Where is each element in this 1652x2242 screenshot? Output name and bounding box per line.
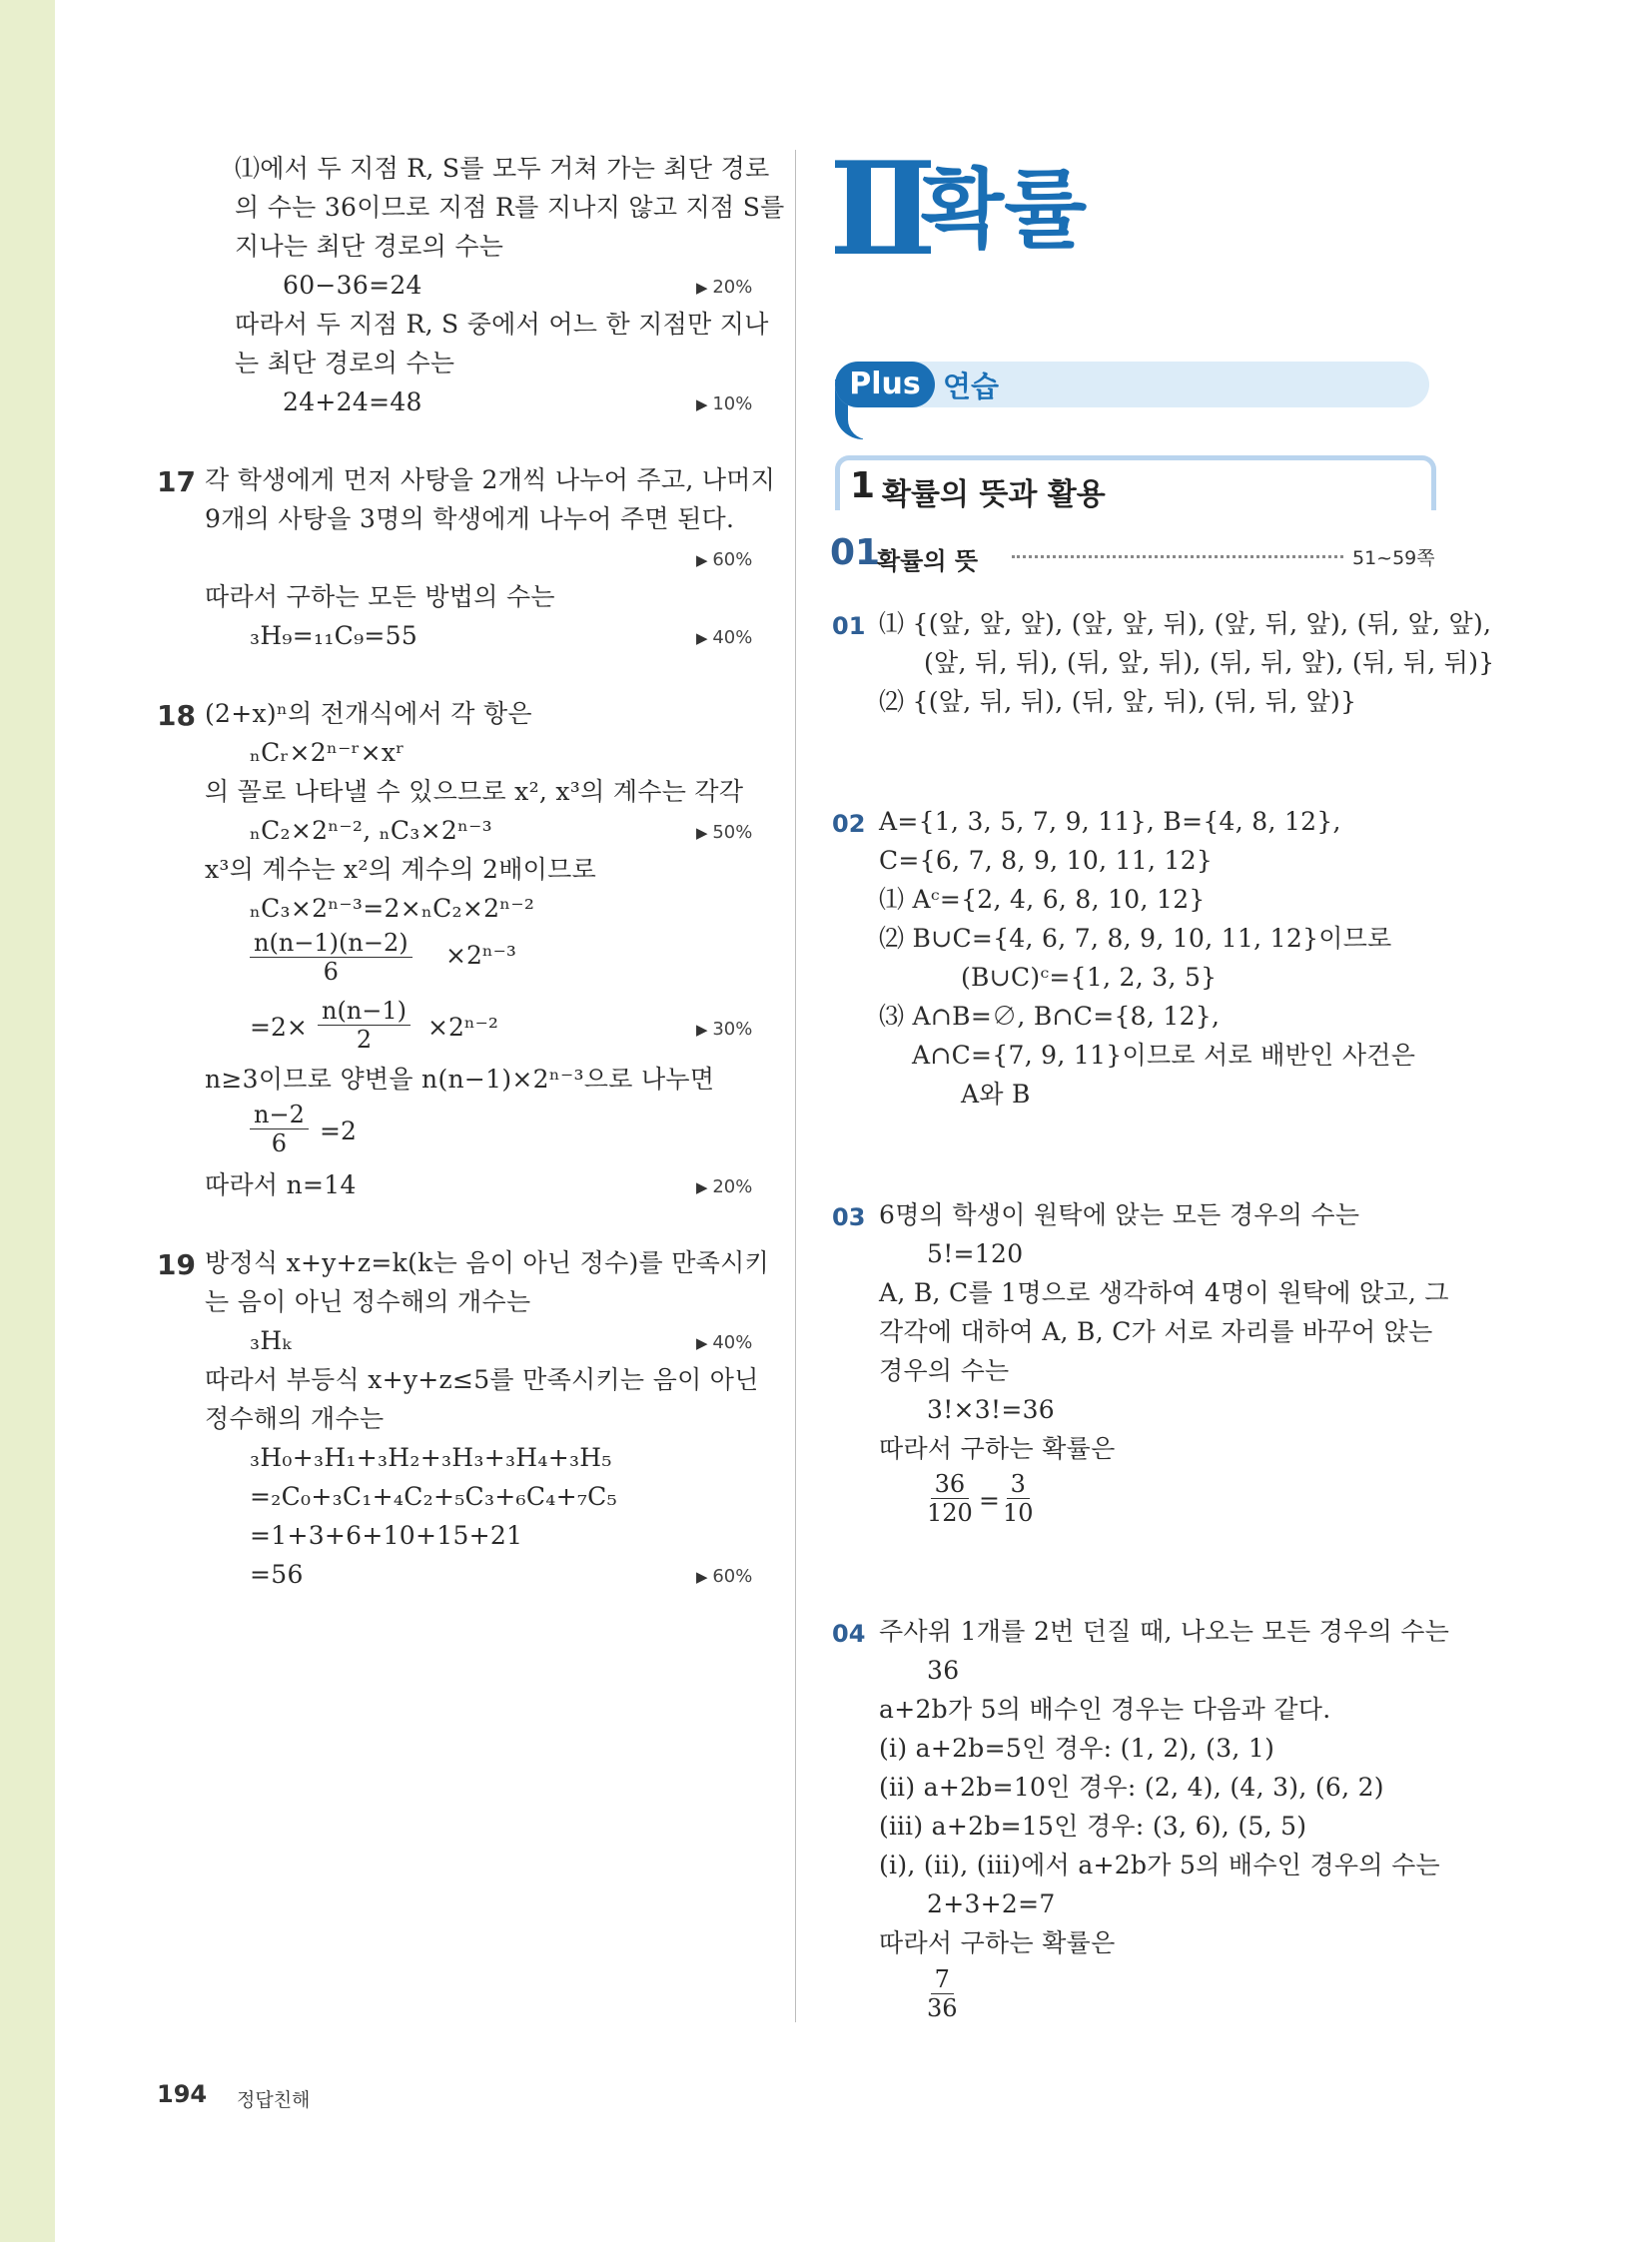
text-line: a+2b가 5의 배수인 경우는 다음과 같다. [879,1695,1331,1724]
text-line: 방정식 x+y+z=k(k는 음이 아닌 정수)를 만족시키 [205,1248,770,1277]
text-line: 9개의 사탕을 3명의 학생에게 나누어 주면 된다. [205,504,735,533]
equation-part: =2× [250,1013,308,1042]
section-title: 확률의 뜻과 활용 [882,477,1106,512]
text-line: ⑵ {(앞, 뒤, 뒤), (뒤, 앞, 뒤), (뒤, 뒤, 앞)} [879,687,1357,716]
equation-line: 3!×3!=36 [927,1395,1056,1424]
answer-number: 04 [832,1620,866,1648]
score-percent: ▶ 20% [696,277,752,298]
answer-number: 01 [832,612,866,640]
fraction [250,929,413,986]
text-line: 따라서 두 지점 R, S 중에서 어느 한 지점만 지나 [235,310,769,339]
text-line: A={1, 3, 5, 7, 9, 11}, B={4, 8, 12}, [879,807,1341,836]
score-percent: ▶ 10% [696,393,752,414]
text-line: (ⅰ) a+2b=5인 경우: (1, 2), (3, 1) [879,1734,1275,1763]
chapter-number: Ⅱ [829,135,929,285]
question-number: 17 [157,465,196,498]
text-line: (앞, 뒤, 뒤), (뒤, 앞, 뒤), (뒤, 뒤, 앞), (뒤, 뒤, 뒤)} [924,648,1495,677]
text-line: 는 최단 경로의 수는 [235,349,455,377]
text-line: 따라서 구하는 확률은 [879,1928,1116,1957]
equation-line: 60−36=24 [283,271,422,300]
equation-line: 36 [927,1656,960,1685]
text-line: ⑶ A∩B=∅, B∩C={8, 12}, [879,1002,1221,1031]
score-percent: ▶ 60% [696,549,752,570]
equation-line: 5!=120 [927,1239,1024,1268]
text-line: 의 꼴로 나타낼 수 있으므로 x², x³의 계수는 각각 [205,777,744,806]
leader-dots [1012,555,1343,558]
side-color-strip [0,0,55,2242]
equation-line: =56 [250,1560,304,1589]
text-line: 따라서 n=14 [205,1170,357,1199]
fraction-denominator: 6 [271,1129,288,1157]
fraction-denominator: 120 [927,1499,973,1527]
equation-line: ₃Hₖ [250,1326,292,1355]
text-line: ⑴에서 두 지점 R, S를 모두 거쳐 가는 최단 경로 [235,154,770,183]
text-line: 6명의 학생이 원탁에 앉는 모든 경우의 수는 [879,1200,1360,1229]
text-line: n≥3이므로 양변을 n(n−1)×2ⁿ⁻³으로 나누면 [205,1065,715,1094]
fraction-denominator: 2 [356,1026,373,1054]
text-line: (ⅰ), (ⅱ), (ⅲ)에서 a+2b가 5의 배수인 경우의 수는 [879,1851,1440,1879]
equation-part: = [979,1486,1000,1515]
book-label: 정답친해 [237,2089,311,2111]
equation-line: ₃H₀+₃H₁+₃H₂+₃H₃+₃H₄+₃H₅ [250,1443,612,1472]
text-line: 경우의 수는 [879,1356,1010,1385]
score-percent: ▶ 60% [696,1566,752,1587]
fraction [927,1470,973,1527]
plus-label: 연습 [943,370,1000,403]
equation-part: ×2ⁿ⁻² [427,1013,498,1042]
equation-line: 24+24=48 [283,387,422,416]
page-range: 51~59쪽 [1352,547,1435,569]
fraction-numerator: 36 [931,1470,970,1499]
fraction-numerator: n(n−1) [318,997,411,1026]
subsection-number: 01 [830,532,881,573]
equation-line: ₙC₂×2ⁿ⁻², ₙC₃×2ⁿ⁻³ [250,816,492,845]
text-line: A, B, C를 1명으로 생각하여 4명이 원탁에 앉고, 그 [879,1278,1449,1307]
equation-line: ₙC₃×2ⁿ⁻³=2×ₙC₂×2ⁿ⁻² [250,894,535,923]
text-line: 정수해의 개수는 [205,1404,385,1433]
equation-line: =1+3+6+10+15+21 [250,1521,523,1550]
text-line: 는 음이 아닌 정수해의 개수는 [205,1287,531,1316]
answer-number: 03 [832,1203,866,1231]
fraction [250,1101,309,1157]
answer-number: 02 [832,810,866,838]
text-line: A와 B [961,1080,1031,1109]
equation-part: ×2ⁿ⁻³ [445,941,516,970]
score-percent: ▶ 50% [696,822,752,843]
text-line: 따라서 부등식 x+y+z≤5를 만족시키는 음이 아닌 [205,1365,759,1394]
question-number: 18 [157,699,196,732]
fraction-denominator: 36 [927,1994,958,2022]
text-line: (ⅱ) a+2b=10인 경우: (2, 4), (4, 3), (6, 2) [879,1773,1384,1802]
text-line: ⑴ {(앞, 앞, 앞), (앞, 앞, 뒤), (앞, 뒤, 앞), (뒤, 앞, 앞), [879,609,1492,638]
plus-badge: Plus [835,362,935,407]
column-divider [795,150,796,2022]
text-line: (ⅲ) a+2b=15인 경우: (3, 6), (5, 5) [879,1812,1307,1841]
score-percent: ▶ 30% [696,1019,752,1040]
text-line: 각 학생에게 먼저 사탕을 2개씩 나누어 주고, 나머지 [205,465,776,494]
text-line: 따라서 구하는 확률은 [879,1434,1116,1463]
equation-part: =2 [320,1117,357,1145]
fraction [1003,1470,1034,1527]
text-line: 주사위 1개를 2번 던질 때, 나오는 모든 경우의 수는 [879,1617,1450,1646]
equation-line: 2+3+2=7 [927,1889,1056,1918]
fraction-numerator: 7 [931,1965,954,1994]
fraction-numerator: n−2 [250,1101,309,1129]
equation-line: =₂C₀+₃C₁+₄C₂+₅C₃+₆C₄+₇C₅ [250,1482,617,1511]
equation-line: ₙCᵣ×2ⁿ⁻ʳ×xʳ [250,738,406,767]
fraction [927,1965,958,2022]
chapter-title: 확률 [921,160,1088,260]
equation-line: ₃H₉=₁₁C₉=55 [250,621,418,650]
fraction-denominator: 6 [323,958,339,986]
text-line: C={6, 7, 8, 9, 10, 11, 12} [879,846,1214,875]
text-line: x³의 계수는 x²의 계수의 2배이므로 [205,855,597,884]
score-percent: ▶ 40% [696,1332,752,1353]
text-line: 각각에 대하여 A, B, C가 서로 자리를 바꾸어 앉는 [879,1317,1433,1346]
text-line: (B∪C)ᶜ={1, 2, 3, 5} [961,963,1218,992]
text-line: 지나는 최단 경로의 수는 [235,232,504,261]
fraction-denominator: 10 [1003,1499,1034,1527]
text-line: (2+x)ⁿ의 전개식에서 각 항은 [205,699,532,728]
question-number: 19 [157,1248,196,1281]
score-percent: ▶ 40% [696,627,752,648]
text-line: ⑵ B∪C={4, 6, 7, 8, 9, 10, 11, 12}이므로 [879,924,1392,953]
text-line: ⑴ Aᶜ={2, 4, 6, 8, 10, 12} [879,885,1206,914]
text-line: 의 수는 36이므로 지점 R를 지나지 않고 지점 S를 [235,193,785,222]
score-percent: ▶ 20% [696,1176,752,1197]
text-line: A∩C={7, 9, 11}이므로 서로 배반인 사건은 [912,1041,1416,1070]
section-number: 1 [850,465,876,506]
fraction-numerator: n(n−1)(n−2) [250,929,413,958]
text-line: 따라서 구하는 모든 방법의 수는 [205,582,555,611]
subsection-title: 확률의 뜻 [877,547,979,575]
fraction-numerator: 3 [1007,1470,1030,1499]
page-number: 194 [157,2080,208,2108]
fraction [318,997,411,1054]
